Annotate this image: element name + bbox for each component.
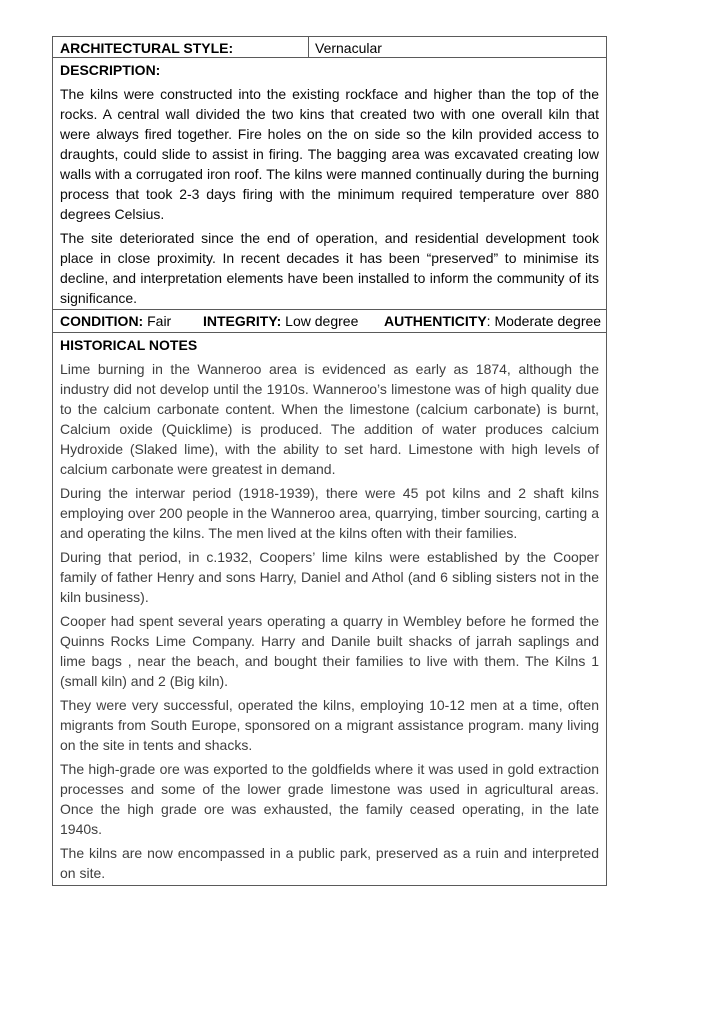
integrity-label: INTEGRITY: bbox=[203, 313, 282, 329]
integrity-field bbox=[203, 313, 384, 329]
architectural-style-value: Vernacular bbox=[315, 40, 382, 56]
condition-value: Fair bbox=[143, 313, 172, 329]
historical-notes-paragraph: During the interwar period (1918-1939), there were 45 pot kilns and 2 shaft kilns employing over 200 people in the Wanneroo area, quarrying, timber sourcing, carting a and operating the kilns. The men lived at the kilns often with their families. bbox=[60, 485, 599, 541]
historical-notes-section bbox=[53, 333, 606, 885]
heritage-record-table bbox=[52, 36, 607, 886]
authenticity-value: : Moderate degree bbox=[486, 313, 602, 329]
condition-label: CONDITION: bbox=[60, 313, 144, 329]
assessment-row bbox=[53, 310, 606, 333]
historical-notes-paragraph: During that period, in c.1932, Coopers’ lime kilns were established by the Cooper family of father Henry and sons Harry, Daniel and Athol (and 6 sibling sisters not in the kiln business). bbox=[60, 549, 599, 605]
historical-notes-paragraph: They were very successful, operated the kilns, employing 10-12 men at a time, often migrants from South Europe, sponsored on a migrant assistance program. many living on the site in tents and shacks. bbox=[60, 697, 599, 753]
condition-field bbox=[60, 313, 203, 329]
description-section bbox=[53, 58, 606, 310]
historical-notes-paragraph: Cooper had spent several years operating a quarry in Wembley before he formed the Quinns Rocks Lime Company. Harry and Danile built shacks of jarrah saplings and lime bags , near the beach, and bought their families to live with them. The Kilns 1 (small kiln) and 2 (Big kiln). bbox=[60, 613, 599, 689]
authenticity-field bbox=[384, 313, 601, 329]
integrity-value: Low degree bbox=[281, 313, 359, 329]
historical-notes-paragraph: The high-grade ore was exported to the goldfields where it was used in gold extraction processes and some of the lower grade limestone was used in agricultural areas. Once the high grade ore was exhausted, the family ceased operating, in the late 1940s. bbox=[60, 761, 599, 837]
authenticity-label: AUTHENTICITY bbox=[384, 313, 487, 329]
architectural-style-label: ARCHITECTURAL STYLE: bbox=[53, 37, 309, 57]
description-paragraph: The kilns were constructed into the existing rockface and higher than the top of the rocks. A central wall divided the two kins that created two with one overall kiln that were always fired together. Fire holes on the on side so the kiln provided access to draughts, could slide to assist in firing. The bagging area was excavated creating low walls with a corrugated iron roof. The kilns were manned continually during the burning process that took 2-3 days firing with the minimum required temperature over 880 degrees Celsius. bbox=[60, 86, 599, 222]
historical-notes-paragraph: The kilns are now encompassed in a public park, preserved as a ruin and interpreted on site. bbox=[60, 845, 599, 881]
historical-notes-heading: HISTORICAL NOTES bbox=[60, 337, 198, 353]
architectural-style-row bbox=[53, 37, 606, 58]
historical-notes-paragraph: Lime burning in the Wanneroo area is evidenced as early as 1874, although the industry did not develop until the 1910s. Wanneroo’s limestone was of high quality due to the calcium carbonate content. When the limestone (calcium carbonate) is burnt, Calcium oxide (Quicklime) is produced. The addition of water produces calcium Hydroxide (Slaked lime), with the ability to set hard. Limestone with high levels of calcium carbonate were greatest in demand. bbox=[60, 361, 599, 477]
description-heading: DESCRIPTION: bbox=[60, 62, 161, 78]
description-paragraph: The site deteriorated since the end of operation, and residential development took place in close proximity. In recent decades it has been “preserved” to minimise its decline, and interpretation elements have been installed to inform the community of its significance. bbox=[60, 230, 599, 306]
